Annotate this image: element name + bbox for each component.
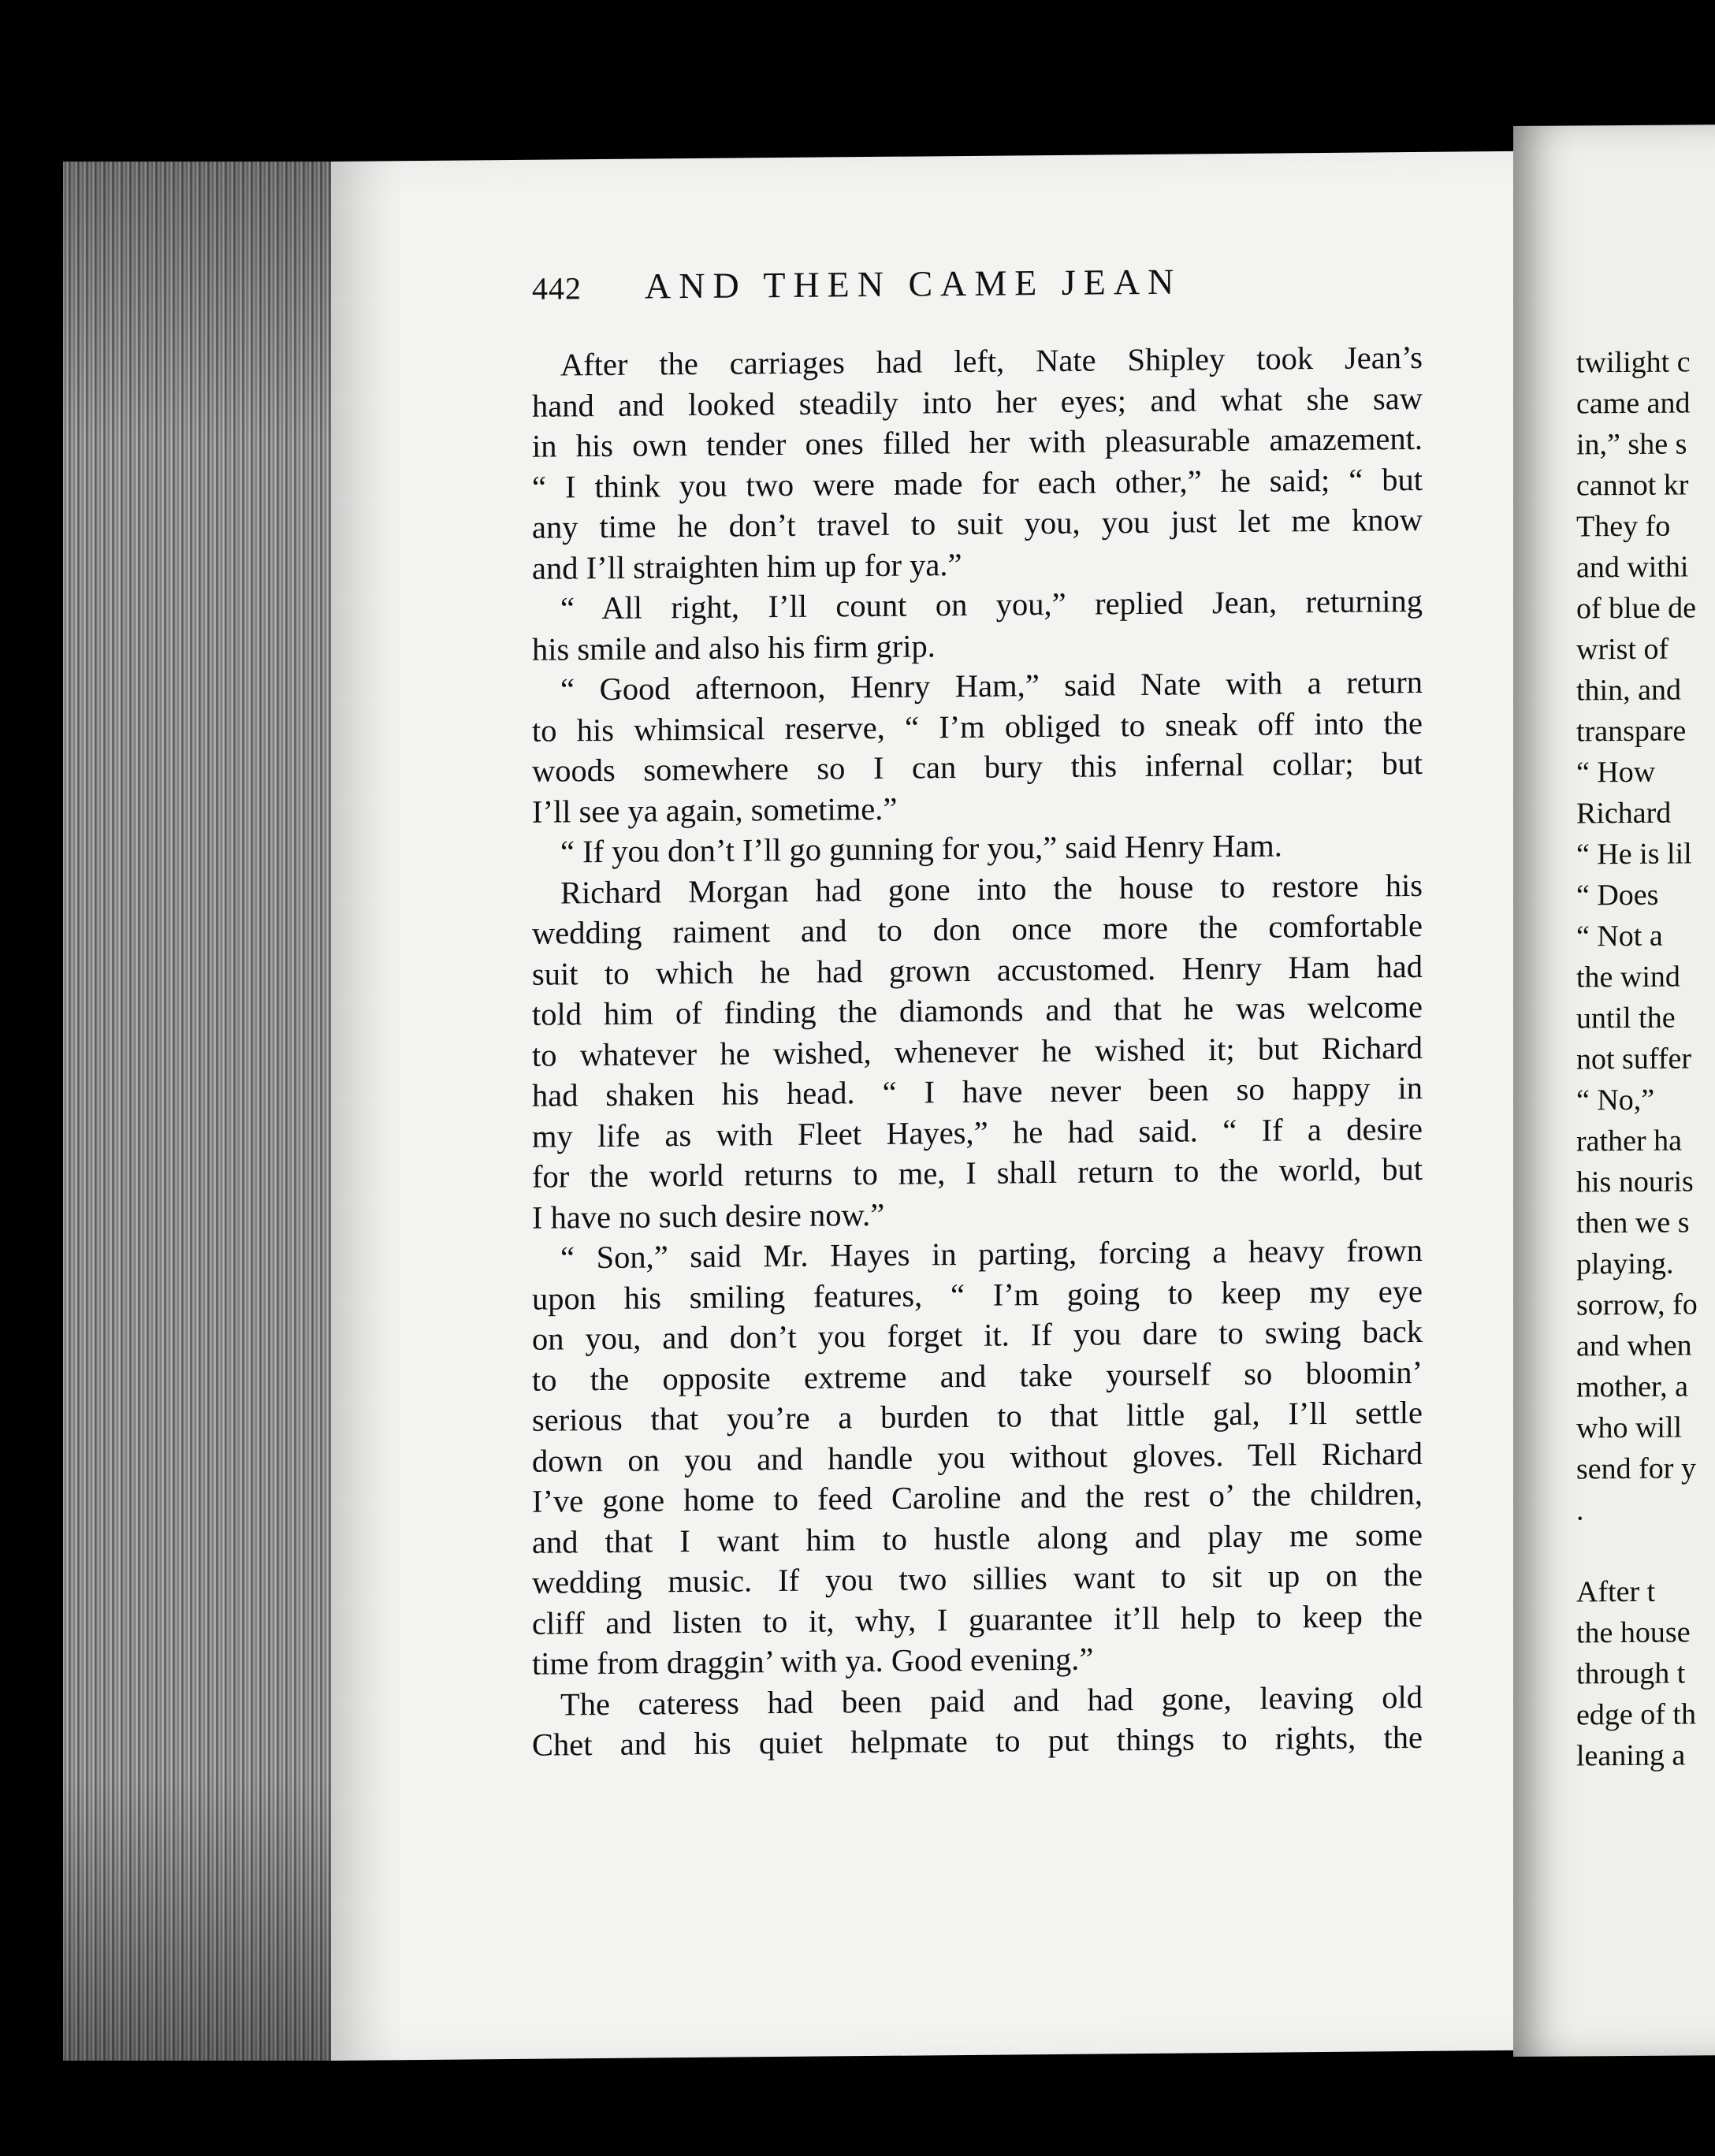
text-line: my life as with Fleet Hayes,” he had said. “ If a desire: [532, 1110, 1423, 1154]
text-line: came and: [1576, 386, 1691, 421]
text-line: I’ve gone home to feed Caroline and the rest o’ the children,: [532, 1475, 1423, 1519]
text-line: sorrow, fo: [1576, 1288, 1698, 1322]
text-line: and I’ll straighten him up for ya.”: [532, 546, 962, 586]
text-line: in his own tender ones filled her with pleasurable amazement.: [532, 420, 1423, 464]
text-line: The cateress had been paid and had gone, leaving old: [560, 1678, 1423, 1722]
text-line: rather ha: [1576, 1124, 1682, 1158]
text-line: cannot kr: [1576, 468, 1689, 503]
text-line: suit to which he had grown accustomed. Henry Ham had: [532, 948, 1423, 992]
text-line: “ Son,” said Mr. Hayes in parting, forcing a heavy frown: [560, 1232, 1423, 1276]
page-number: 442: [532, 270, 582, 307]
text-line: any time he don’t travel to suit you, you just let me know: [532, 501, 1423, 545]
text-line: time from draggin’ with ya. Good evening.”: [532, 1641, 1094, 1682]
page-header: [532, 258, 1478, 313]
text-line: wedding music. If you two sillies want to sit up on the: [532, 1556, 1423, 1600]
running-title: AND THEN CAME JEAN: [645, 261, 1182, 307]
text-line: playing.: [1576, 1247, 1674, 1281]
text-line: woods somewhere so I can bury this infernal collar; but: [532, 745, 1423, 789]
text-line: [1576, 1529, 1715, 1572]
text-line: hand and looked steadily into her eyes; and what she saw: [532, 380, 1423, 424]
text-line: Richard Morgan had gone into the house to restore his: [560, 867, 1423, 910]
text-line: then we s: [1576, 1206, 1690, 1240]
text-line: edge of th: [1576, 1697, 1696, 1732]
text-line: “ If you don’t I’ll go gunning for you,” said Henry Ham.: [560, 827, 1282, 870]
text-line: .: [1576, 1493, 1584, 1527]
text-line: Chet and his quiet helpmate to put things to rights, the: [532, 1719, 1423, 1763]
text-line: through t: [1576, 1656, 1686, 1691]
text-line: They fo: [1576, 509, 1671, 544]
text-line: and that I want him to hustle along and play me some: [532, 1516, 1423, 1560]
text-line: the house: [1576, 1615, 1691, 1650]
book-page-edges: [63, 162, 347, 2061]
text-line: serious that you’re a burden to that little gal, I’ll settle: [532, 1394, 1423, 1438]
text-line: leaning a: [1576, 1738, 1686, 1773]
text-line: his nouris: [1576, 1165, 1694, 1199]
text-line: “ All right, I’ll count on you,” replied Jean, returning: [560, 582, 1423, 626]
text-line: the wind: [1576, 960, 1680, 994]
text-line: I’ll see ya again, sometime.”: [532, 790, 898, 830]
text-line: and when: [1576, 1329, 1692, 1363]
text-line: “ Good afternoon, Henry Ham,” said Nate with a return: [560, 664, 1423, 708]
right-page-body-text: [1576, 340, 1715, 1777]
text-line: down on you and handle you without gloves. Tell Richard: [532, 1435, 1423, 1479]
text-line: transpare: [1576, 714, 1687, 749]
text-line: to his whimsical reserve, “ I’m obliged to sneak off into the: [532, 704, 1423, 749]
text-line: “ He is lil: [1576, 837, 1692, 872]
text-line: “ I think you two were made for each other,” he said; “ but: [532, 461, 1423, 505]
text-line: for the world returns to me, I shall return to the world, but: [532, 1150, 1423, 1195]
text-line: After the carriages had left, Nate Shipley took Jean’s: [560, 339, 1423, 383]
text-line: wrist of: [1576, 632, 1669, 667]
text-line: twilight c: [1576, 345, 1691, 380]
text-line: told him of finding the diamonds and that he was welcome: [532, 988, 1423, 1032]
text-line: who will: [1576, 1411, 1683, 1445]
text-line: “ Not a: [1576, 919, 1663, 953]
text-line: until the: [1576, 1001, 1676, 1035]
left-page-body-text: [532, 337, 1423, 1765]
text-line: thin, and: [1576, 673, 1681, 708]
text-line: I have no such desire now.”: [532, 1196, 885, 1236]
text-line: to whatever he wished, whenever he wished it; but Richard: [532, 1029, 1423, 1073]
text-line: not suffer: [1576, 1042, 1691, 1076]
left-page: [331, 151, 1517, 2061]
text-line: send for y: [1576, 1452, 1696, 1486]
text-line: wedding raiment and to don once more the comfortable: [532, 907, 1423, 951]
text-line: “ Does: [1576, 878, 1659, 913]
text-line: of blue de: [1576, 591, 1696, 626]
text-line: cliff and listen to it, why, I guarantee it’ll help to keep the: [532, 1597, 1423, 1641]
text-line: in,” she s: [1576, 427, 1687, 462]
right-page: [1513, 125, 1715, 2057]
text-line: his smile and also his firm grip.: [532, 627, 936, 667]
text-line: Richard: [1576, 796, 1672, 831]
text-line: to the opposite extreme and take yourself so bloomin’: [532, 1354, 1423, 1398]
text-line: upon his smiling features, “ I’m going to keep my eye: [532, 1273, 1423, 1317]
text-line: “ How: [1576, 755, 1656, 790]
text-line: “ No,”: [1576, 1083, 1655, 1117]
text-line: had shaken his head. “ I have never been so happy in: [532, 1069, 1423, 1113]
text-line: After t: [1576, 1574, 1656, 1609]
text-line: and withi: [1576, 550, 1689, 585]
text-line: mother, a: [1576, 1370, 1688, 1404]
text-line: on you, and don’t you forget it. If you dare to swing back: [532, 1313, 1423, 1357]
